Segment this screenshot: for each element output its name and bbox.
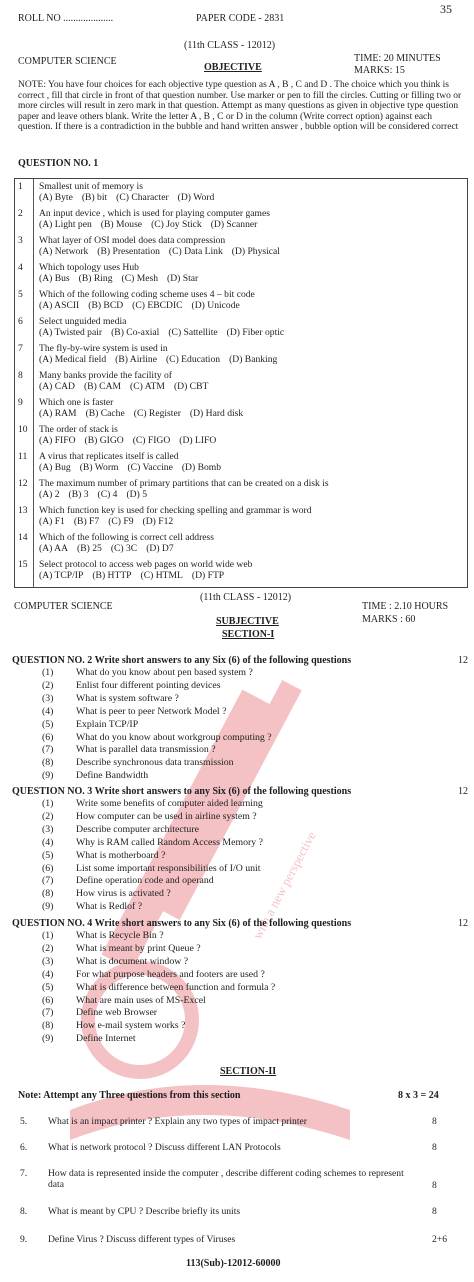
item-text: What is motherboard ?	[76, 849, 166, 861]
mcq-option: (D) Scanner	[210, 219, 258, 230]
item-number: (8)	[42, 888, 54, 900]
mcq-option: (C) 3C	[110, 543, 138, 554]
item-number: (9)	[42, 901, 54, 913]
long-question-number: 9.	[20, 1234, 28, 1245]
subject-title: COMPUTER SCIENCE	[18, 56, 117, 67]
item-text: What is document window ?	[76, 955, 189, 967]
item-number: (7)	[42, 875, 54, 887]
watermark-text: with a new perspective	[249, 828, 319, 942]
item-text: Explain TCP/IP	[76, 718, 139, 730]
mcq-options	[39, 490, 156, 501]
mcq-question: Which topology uses Hub	[39, 262, 139, 273]
mcq-number: 9	[18, 397, 23, 408]
section-2-marks: 8 x 3 = 24	[398, 1090, 439, 1101]
item-text: What is parallel data transmission ?	[76, 744, 216, 756]
mcq-option: (C) HTML	[140, 570, 183, 581]
mcq-option: (D) Fiber optic	[226, 327, 285, 338]
item-text: What is system software ?	[76, 692, 179, 704]
item-number: (6)	[42, 994, 54, 1006]
mcq-option: (B) Presentation	[97, 246, 160, 257]
item-text: What is difference between function and formula ?	[76, 981, 276, 993]
mcq-option: (D) Physical	[231, 246, 280, 257]
mcq-option: (A) Network	[39, 246, 89, 257]
mcq-option: (A) Bug	[39, 462, 71, 473]
item-text: Define operation code and operand	[76, 875, 214, 887]
item-text: Define Bandwidth	[76, 770, 149, 782]
mcq-option: (A) RAM	[39, 408, 77, 419]
long-question-number: 5.	[20, 1116, 28, 1127]
mcq-question: The fly-by-wire system is used in	[39, 343, 168, 354]
mcq-option: (B) Worm	[79, 462, 119, 473]
long-question-text: What is meant by CPU ? Describe briefly its units	[48, 1206, 241, 1217]
long-question-number: 8.	[20, 1206, 28, 1217]
paper-code: PAPER CODE - 2831	[196, 13, 285, 24]
mcq-option: (D) Word	[177, 192, 215, 203]
mcq-option: (C) Education	[165, 354, 221, 365]
mcq-option: (A) AA	[39, 543, 69, 554]
mcq-option: (D) F12	[142, 516, 174, 527]
objective-marks: MARKS: 15	[354, 65, 405, 76]
mcq-question: Which of the following coding scheme uses 4 – bit code	[39, 289, 255, 300]
short-question-marks: 12	[458, 655, 468, 666]
short-question-title: QUESTION NO. 3 Write short answers to any Six (6) of the following questions	[12, 786, 352, 797]
mcq-number: 15	[18, 559, 28, 570]
mcq-question: What layer of OSI model does data compression	[39, 235, 226, 246]
long-question-text: How data is represented inside the computer , describe different coding schemes to represent data	[48, 1168, 404, 1190]
number-column-divider	[33, 179, 34, 587]
short-question-marks: 12	[458, 918, 468, 929]
mcq-option: (B) Co-axial	[111, 327, 160, 338]
mcq-option: (C) EBCDIC	[132, 300, 183, 311]
mcq-question: Smallest unit of memory is	[39, 181, 143, 192]
long-question-number: 7.	[20, 1168, 28, 1179]
mcq-option: (A) Bus	[39, 273, 70, 284]
item-number: (3)	[42, 955, 54, 967]
item-text: Define web Browser	[76, 1007, 158, 1019]
mcq-option: (B) Mouse	[100, 219, 143, 230]
mcq-option: (C) 4	[97, 489, 118, 500]
long-question-text: Define Virus ? Discuss different types of Viruses	[48, 1234, 236, 1245]
mcq-option: (B) Ring	[78, 273, 113, 284]
item-text: Enlist four different pointing devices	[76, 679, 221, 691]
mcq-option: (A) Byte	[39, 192, 73, 203]
mcq-number: 10	[18, 424, 28, 435]
mcq-options	[39, 193, 223, 204]
mcq-options	[39, 301, 249, 312]
mcq-number: 5	[18, 289, 23, 300]
mcq-options	[39, 517, 182, 528]
mcq-option: (B) Airline	[115, 354, 157, 365]
item-text: What is Redlof ?	[76, 901, 143, 913]
footer-code: 113(Sub)-12012-60000	[186, 1258, 281, 1269]
mcq-option: (B) F7	[73, 516, 100, 527]
mcq-options	[39, 247, 289, 258]
objective-time: TIME: 20 MINUTES	[354, 53, 441, 64]
mcq-option: (A) CAD	[39, 381, 75, 392]
mcq-options	[39, 274, 207, 285]
item-number: (4)	[42, 836, 54, 848]
mcq-option: (D) Bomb	[181, 462, 222, 473]
mcq-option: (D) Unicode	[191, 300, 240, 311]
mcq-option: (C) Register	[133, 408, 181, 419]
item-number: (9)	[42, 770, 54, 782]
item-number: (5)	[42, 849, 54, 861]
mcq-option: (B) BCD	[88, 300, 124, 311]
long-question-text: What is network protocol ? Discuss different LAN Protocols	[48, 1142, 281, 1153]
item-number: (4)	[42, 705, 54, 717]
item-number: (7)	[42, 1007, 54, 1019]
long-question-marks: 8	[432, 1180, 437, 1191]
subjective-marks: MARKS : 60	[362, 614, 416, 625]
mcq-option: (A) Light pen	[39, 219, 92, 230]
mcq-number: 11	[18, 451, 28, 462]
long-question-marks: 8	[432, 1116, 437, 1127]
mcq-option: (C) Mesh	[121, 273, 159, 284]
mcq-question: Which function key is used for checking spelling and grammar is word	[39, 505, 312, 516]
item-text: Define Internet	[76, 1033, 136, 1045]
mcq-option: (C) Character	[116, 192, 169, 203]
mcq-options	[39, 544, 183, 555]
item-text: Describe synchronous data transmission	[76, 757, 234, 769]
item-number: (2)	[42, 942, 54, 954]
item-text: How computer can be used in airline system ?	[76, 810, 257, 822]
mcq-option: (C) Sattellite	[168, 327, 218, 338]
short-question-title: QUESTION NO. 2 Write short answers to any Six (6) of the following questions	[12, 655, 352, 666]
mcq-option: (C) Joy Stick	[151, 219, 202, 230]
long-question-marks: 8	[432, 1206, 437, 1217]
subjective-time: TIME : 2.10 HOURS	[362, 601, 449, 612]
long-question-text: What is an impact printer ? Explain any two types of impact printer	[48, 1116, 307, 1127]
item-number: (6)	[42, 862, 54, 874]
mcq-question: Which of the following is correct cell address	[39, 532, 215, 543]
mcq-option: (C) FIGO	[132, 435, 171, 446]
item-text: Why is RAM called Random Access Memory ?	[76, 836, 263, 848]
mcq-options	[39, 409, 252, 420]
subjective-subject: COMPUTER SCIENCE	[14, 601, 113, 612]
mcq-option: (A) 2	[39, 489, 60, 500]
mcq-option: (D) 5	[126, 489, 147, 500]
mcq-options	[39, 220, 266, 231]
mcq-question: The order of stack is	[39, 424, 118, 435]
item-text: What are main uses of MS-Excel	[76, 994, 206, 1006]
mcq-option: (C) Data Link	[168, 246, 223, 257]
item-text: Write some benefits of computer aided learning	[76, 798, 263, 809]
item-number: (8)	[42, 1020, 54, 1032]
item-text: List some important responsibilities of I/O unit	[76, 862, 261, 874]
mcq-option: (B) Cache	[85, 408, 125, 419]
item-number: (1)	[42, 798, 54, 809]
mcq-options	[39, 571, 233, 582]
mcq-option: (A) Twisted pair	[39, 327, 103, 338]
mcq-option: (D) FTP	[191, 570, 225, 581]
mcq-option: (B) 3	[68, 489, 89, 500]
item-number: (3)	[42, 692, 54, 704]
item-number: (5)	[42, 981, 54, 993]
mcq-number: 7	[18, 343, 23, 354]
objective-instructions: NOTE: You have four choices for each objective type question as A , B , C and D . The choice which you think is correct , fill that circle in front of that question number. Use marker or pen to fill the circles. Cutting or filling two or more circles will result in zero mark in that question. Attempt as many questions as given in objective type question paper and leave others blank. Write the letter A , B , C or D in the column (Write correct option) against each question. If there is a contradiction in the bubble and hand written answer , bubble option will be considered correct	[18, 80, 462, 133]
mcq-question: The maximum number of primary partitions that can be created on a disk is	[39, 478, 329, 489]
item-text: How virus is activated ?	[76, 888, 171, 900]
subjective-heading: SUBJECTIVE	[216, 616, 279, 627]
mcq-option: (B) bit	[81, 192, 108, 203]
mcq-option: (A) ASCII	[39, 300, 80, 311]
item-text: What is peer to peer Network Model ?	[76, 705, 227, 717]
mcq-number: 6	[18, 316, 23, 327]
mcq-number: 3	[18, 235, 23, 246]
mcq-option: (A) Medical field	[39, 354, 107, 365]
mcq-option: (B) 25	[77, 543, 102, 554]
item-text: Describe computer architecture	[76, 823, 199, 835]
mcq-option: (C) ATM	[130, 381, 165, 392]
mcq-options	[39, 382, 217, 393]
mcq-option: (C) F9	[108, 516, 134, 527]
mcq-option: (C) Vaccine	[127, 462, 173, 473]
section-2-note: Note: Attempt any Three questions from this section	[18, 1090, 241, 1101]
mcq-number: 13	[18, 505, 28, 516]
mcq-option: (A) F1	[39, 516, 65, 527]
mcq-question: An input device , which is used for playing computer games	[39, 208, 270, 219]
mcq-number: 14	[18, 532, 28, 543]
mcq-option: (B) GIGO	[84, 435, 124, 446]
mcq-options	[39, 436, 225, 447]
item-number: (3)	[42, 823, 54, 835]
mcq-options	[39, 328, 293, 339]
mcq-option: (D) LIFO	[179, 435, 217, 446]
item-number: (4)	[42, 968, 54, 980]
mcq-question: Many banks provide the facility of	[39, 370, 172, 381]
short-question-marks: 12	[458, 786, 468, 797]
item-number: (8)	[42, 757, 54, 769]
item-text: What do you know about workgroup computing ?	[76, 731, 272, 743]
item-text: How e-mail system works ?	[76, 1020, 186, 1032]
class-line: (11th CLASS - 12012)	[184, 40, 276, 51]
mcq-option: (B) CAM	[83, 381, 122, 392]
mcq-option: (D) Star	[167, 273, 199, 284]
mcq-question: A virus that replicates itself is called	[39, 451, 179, 462]
mcq-option: (D) Hard disk	[189, 408, 244, 419]
subjective-class-line: (11th CLASS - 12012)	[200, 592, 292, 603]
mcq-table	[14, 178, 468, 588]
mcq-number: 1	[18, 181, 23, 192]
mcq-option: (A) TCP/IP	[39, 570, 84, 581]
item-text: What do you know about pen based system ?	[76, 667, 253, 678]
long-question-marks: 8	[432, 1142, 437, 1153]
item-number: (6)	[42, 731, 54, 743]
mcq-question: Select protocol to access web pages on world wide web	[39, 559, 253, 570]
question-1-title: QUESTION NO. 1	[18, 158, 99, 169]
mcq-number: 8	[18, 370, 23, 381]
item-text: What is meant by print Queue ?	[76, 942, 201, 954]
mcq-number: 4	[18, 262, 23, 273]
item-number: (5)	[42, 718, 54, 730]
objective-heading: OBJECTIVE	[204, 62, 262, 73]
mcq-option: (B) HTTP	[92, 570, 132, 581]
mcq-question: Which one is faster	[39, 397, 114, 408]
mcq-option: (D) D7	[146, 543, 174, 554]
section-1-heading: SECTION-I	[222, 629, 275, 640]
long-question-marks: 2+6	[432, 1234, 448, 1245]
item-text: What is Recycle Bin ?	[76, 930, 164, 941]
page-number-handwritten: 35	[440, 2, 452, 16]
short-question-title: QUESTION NO. 4 Write short answers to any Six (6) of the following questions	[12, 918, 352, 929]
long-question-number: 6.	[20, 1142, 28, 1153]
item-number: (2)	[42, 810, 54, 822]
item-number: (7)	[42, 744, 54, 756]
section-2-heading: SECTION-II	[220, 1066, 277, 1077]
mcq-question: Select unguided media	[39, 316, 127, 327]
item-number: (1)	[42, 667, 54, 678]
mcq-option: (D) Banking	[229, 354, 278, 365]
item-text: For what purpose headers and footers are used ?	[76, 968, 265, 980]
item-number: (2)	[42, 679, 54, 691]
item-number: (9)	[42, 1033, 54, 1045]
mcq-option: (D) CBT	[173, 381, 209, 392]
mcq-options	[39, 463, 230, 474]
mcq-options	[39, 355, 286, 366]
item-number: (1)	[42, 930, 54, 941]
roll-no: ROLL NO ....................	[18, 13, 114, 24]
mcq-option: (A) FIFO	[39, 435, 76, 446]
mcq-number: 2	[18, 208, 23, 219]
mcq-number: 12	[18, 478, 28, 489]
